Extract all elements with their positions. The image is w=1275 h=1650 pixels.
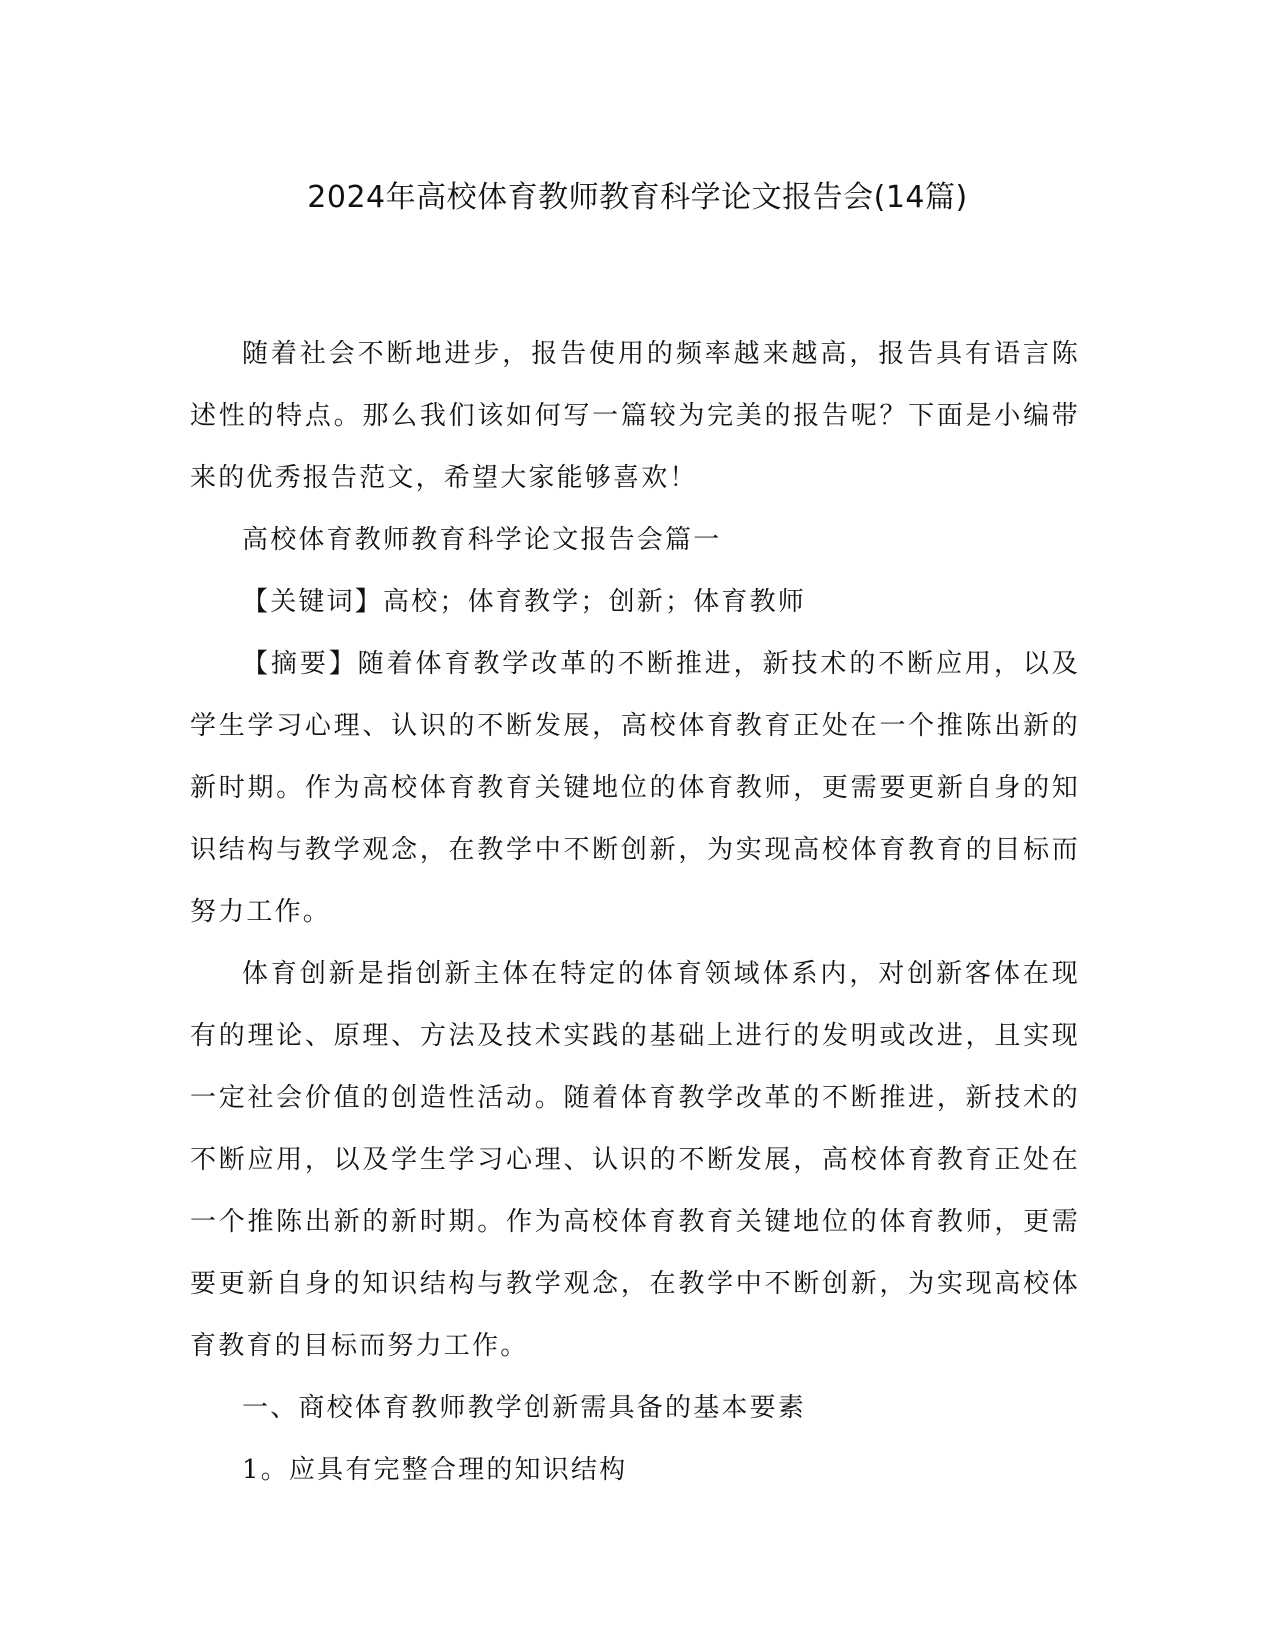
document-body [190,323,1080,1501]
list-item-knowledge-structure: 1。应具有完整合理的知识结构 [242,1455,628,1485]
document-title: 2024年高校体育教师教育科学论文报告会(14篇) [307,180,968,215]
subheading-basic-elements: 一、商校体育教师教学创新需具备的基本要素 [242,1393,807,1423]
body-paragraph: 体育创新是指创新主体在特定的体育领域体系内，对创新客体在现有的理论、原理、方法及技术实践的基础上进行的发明或改进，且实现一定社会价值的创造性活动。随着体育教学改革的不断推进，新技术的不断应用，以及学生学习心理、认识的不断发展，高校体育教育正处在一个推陈出新的新时期。作为高校体育教育关键地位的体育教师，更需要更新自身的知识结构与教学观念，在教学中不断创新，为实现高校体育教育的目标而努力工作。 [190,959,1080,1361]
intro-paragraph: 随着社会不断地进步，报告使用的频率越来越高，报告具有语言陈述性的特点。那么我们该如何写一篇较为完美的报告呢？下面是小编带来的优秀报告范文，希望大家能够喜欢！ [190,339,1080,493]
abstract-paragraph: 【摘要】随着体育教学改革的不断推进，新技术的不断应用，以及学生学习心理、认识的不断发展，高校体育教育正处在一个推陈出新的新时期。作为高校体育教育关键地位的体育教师，更需要更新自身的知识结构与教学观念，在教学中不断创新，为实现高校体育教育的目标而努力工作。 [190,649,1080,927]
section-heading-part-one: 高校体育教师教育科学论文报告会篇一 [242,525,722,555]
keywords-line: 【关键词】高校；体育教学；创新；体育教师 [242,587,807,617]
